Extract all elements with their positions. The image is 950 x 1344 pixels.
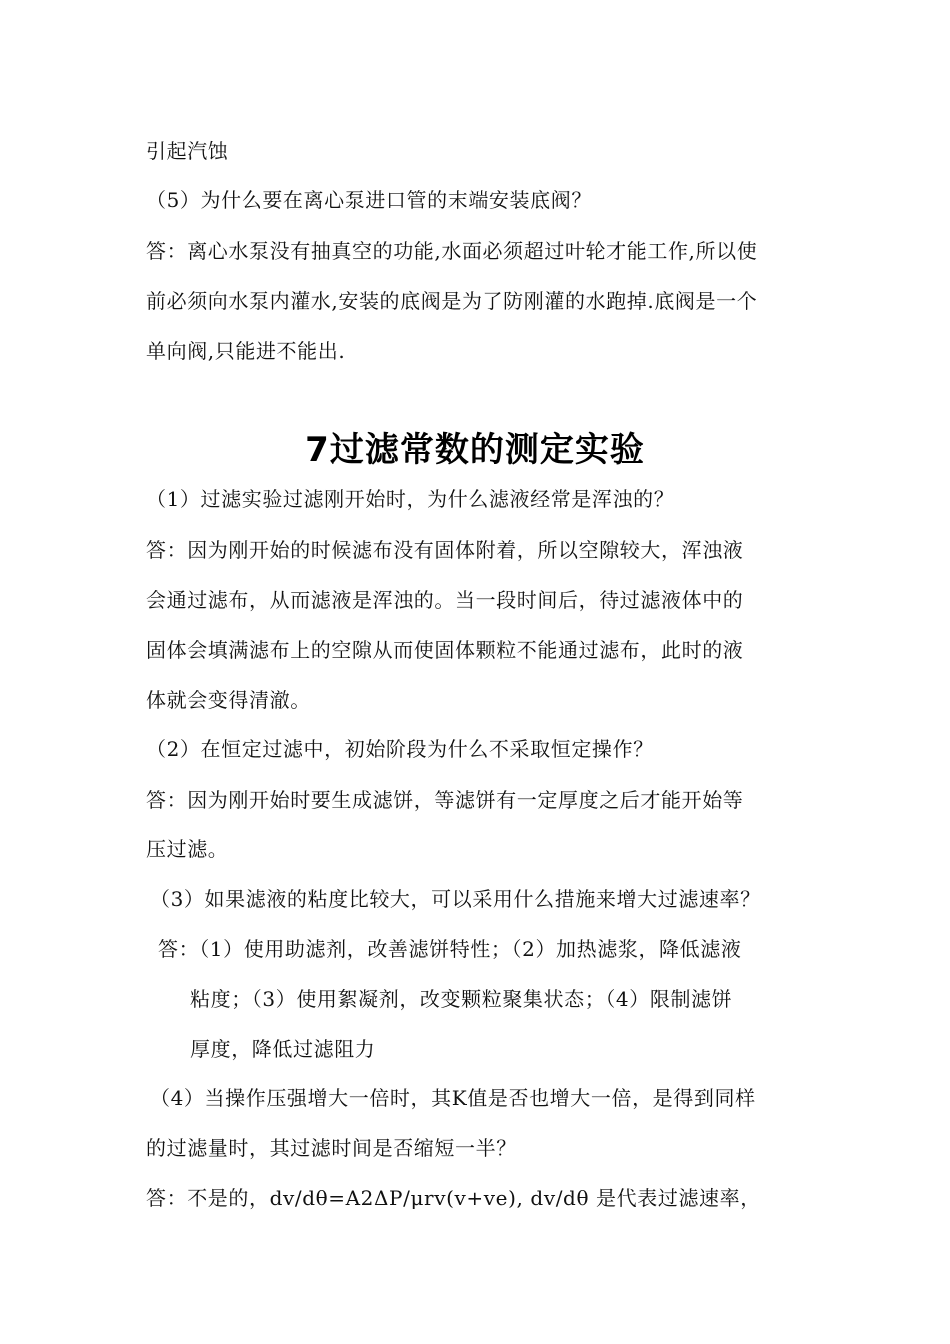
answer-line: 固体会填满滤布上的空隙从而使固体颗粒不能通过滤布，此时的液: [146, 638, 744, 662]
answer-line: 前必须向水泵内灌水,安装的底阀是为了防刚灌的水跑掉.底阀是一个: [146, 289, 758, 313]
question-line: 的过滤量时，其过滤时间是否缩短一半？: [146, 1136, 517, 1160]
answer-line: 答：因为刚开始的时候滤布没有固体附着，所以空隙较大，浑浊液: [146, 538, 744, 562]
answer-line: 会通过滤布，从而滤液是浑浊的。当一段时间后，待过滤液体中的: [146, 588, 744, 612]
answer-line: 答：（1）使用助滤剂，改善滤饼特性；（2）加热滤浆，降低滤液: [158, 937, 742, 961]
text-line: 引起汽蚀: [146, 139, 229, 163]
answer-line: 答：因为刚开始时要生成滤饼，等滤饼有一定厚度之后才能开始等: [146, 788, 744, 812]
answer-line: 体就会变得清澈。: [146, 688, 311, 712]
question-1: （1）过滤实验过滤刚开始时，为什么滤液经常是浑浊的？: [146, 487, 675, 511]
answer-line: 压过滤。: [146, 837, 229, 861]
section-title: 7过滤常数的测定实验: [305, 430, 645, 470]
question-2: （2）在恒定过滤中，初始阶段为什么不采取恒定操作？: [146, 737, 654, 761]
question-4: （4）当操作压强增大一倍时，其K值是否也增大一倍，是得到同样: [150, 1086, 756, 1110]
question-5: （5）为什么要在离心泵进口管的末端安装底阀？: [146, 188, 592, 212]
answer-line: 厚度，降低过滤阻力: [190, 1037, 376, 1061]
answer-line: 答：不是的，dv/dθ=A2ΔP/μrv(v+ve), dv/dθ 是代表过滤速率，: [146, 1186, 761, 1210]
answer-line: 答：离心水泵没有抽真空的功能,水面必须超过叶轮才能工作,所以使: [146, 239, 758, 263]
answer-line: 单向阀,只能进不能出.: [146, 339, 346, 363]
question-3: （3）如果滤液的粘度比较大，可以采用什么措施来增大过滤速率？: [150, 887, 761, 911]
answer-line: 粘度；（3）使用絮凝剂，改变颗粒聚集状态；（4）限制滤饼: [190, 987, 733, 1011]
